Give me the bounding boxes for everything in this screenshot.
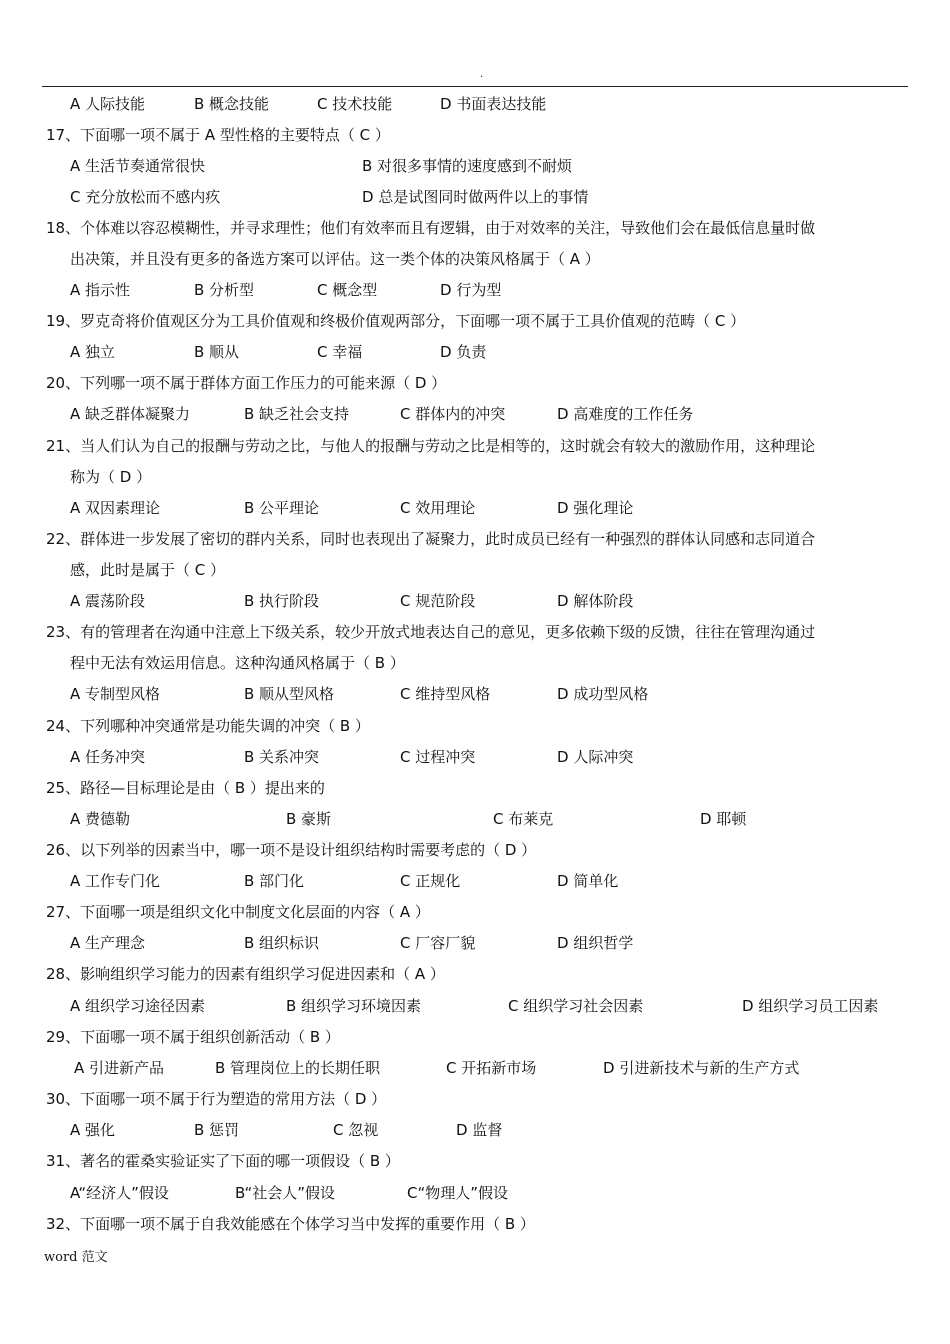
q19-stem: 19、罗克奇将价值观区分为工具价值观和终极价值观两部分，下面哪一项不属于工具价值观的范畴（ C ）	[46, 312, 746, 330]
q17-option-c: C 充分放松而不感内疚	[70, 188, 221, 206]
q24-option-a: A 任务冲突	[70, 748, 146, 766]
q25-option-a: A 费德勒	[70, 810, 131, 828]
q26-stem: 26、以下列举的因素当中，哪一项不是设计组织结构时需要考虑的（ D ）	[46, 841, 537, 859]
q31-option-a: A“经济人”假设	[70, 1184, 169, 1202]
q22-option-c: C 规范阶段	[400, 592, 476, 610]
q29-option-c: C 开拓新市场	[446, 1059, 537, 1077]
q26-option-d: D 简单化	[557, 872, 619, 890]
q16-option-c: C 技术技能	[317, 95, 393, 113]
q17-option-d: D 总是试图同时做两件以上的事情	[362, 188, 589, 206]
q22-option-b: B 执行阶段	[244, 592, 320, 610]
q26-option-b: B 部门化	[244, 872, 305, 890]
q25-option-c: C 布莱克	[493, 810, 554, 828]
q21-option-a: A 双因素理论	[70, 499, 161, 517]
q21-option-b: B 公平理论	[244, 499, 320, 517]
q23-option-b: B 顺从型风格	[244, 685, 335, 703]
q24-option-b: B 关系冲突	[244, 748, 320, 766]
q30-stem: 30、下面哪一项不属于行为塑造的常用方法（ D ）	[46, 1090, 387, 1108]
q30-option-c: C 忽视	[333, 1121, 379, 1139]
q28-option-d: D 组织学习员工因素	[742, 997, 879, 1015]
q27-stem: 27、下面哪一项是组织文化中制度文化层面的内容（ A ）	[46, 903, 430, 921]
q21-option-d: D 强化理论	[557, 499, 634, 517]
q22-stem-line2: 感，此时是属于（ C ）	[70, 561, 226, 579]
q29-option-b: B 管理岗位上的长期任职	[215, 1059, 381, 1077]
q27-option-c: C 厂容厂貌	[400, 934, 476, 952]
q18-stem-line2: 出决策，并且没有更多的备选方案可以评估。这一类个体的决策风格属于（ A ）	[70, 250, 600, 268]
q21-stem-line2: 称为（ D ）	[70, 468, 152, 486]
q25-option-b: B 豪斯	[286, 810, 332, 828]
q27-option-b: B 组织标识	[244, 934, 320, 952]
q32-stem: 32、下面哪一项不属于自我效能感在个体学习当中发挥的重要作用（ B ）	[46, 1215, 535, 1233]
q27-option-a: A 生产理念	[70, 934, 146, 952]
q21-stem-line1: 21、当人们认为自己的报酬与劳动之比，与他人的报酬与劳动之比是相等的，这时就会有较大的激励作用，这种理论	[46, 437, 816, 455]
q24-option-d: D 人际冲突	[557, 748, 634, 766]
q17-option-a: A 生活节奏通常很快	[70, 157, 206, 175]
q30-option-b: B 惩罚	[194, 1121, 240, 1139]
q31-stem: 31、著名的霍桑实验证实了下面的哪一项假设（ B ）	[46, 1152, 400, 1170]
q28-option-b: B 组织学习环境因素	[286, 997, 422, 1015]
q23-option-c: C 维持型风格	[400, 685, 491, 703]
q23-stem-line1: 23、有的管理者在沟通中注意上下级关系，较少开放式地表达自己的意见，更多依赖下级的反馈，往往在管理沟通过	[46, 623, 816, 641]
q28-option-a: A 组织学习途径因素	[70, 997, 206, 1015]
q28-stem: 28、影响组织学习能力的因素有组织学习促进因素和（ A ）	[46, 965, 445, 983]
q25-option-d: D 耶顿	[700, 810, 747, 828]
q23-option-d: D 成功型风格	[557, 685, 649, 703]
q19-option-d: D 负责	[440, 343, 487, 361]
q22-stem-line1: 22、群体进一步发展了密切的群内关系，同时也表现出了凝聚力，此时成员已经有一种强烈的群体认同感和志同道合	[46, 530, 816, 548]
q21-option-c: C 效用理论	[400, 499, 476, 517]
q27-option-d: D 组织哲学	[557, 934, 634, 952]
q23-stem-line2: 程中无法有效运用信息。这种沟通风格属于（ B ）	[70, 654, 405, 672]
q30-option-a: A 强化	[70, 1121, 116, 1139]
q19-option-a: A 独立	[70, 343, 116, 361]
q19-option-c: C 幸福	[317, 343, 363, 361]
q20-option-d: D 高难度的工作任务	[557, 405, 694, 423]
q22-option-a: A 震荡阶段	[70, 592, 146, 610]
q30-option-d: D 监督	[456, 1121, 503, 1139]
q17-stem: 17、下面哪一项不属于 A 型性格的主要特点（ C ）	[46, 126, 390, 144]
q18-option-a: A 指示性	[70, 281, 131, 299]
q22-option-d: D 解体阶段	[557, 592, 634, 610]
q24-option-c: C 过程冲突	[400, 748, 476, 766]
q18-option-b: B 分析型	[194, 281, 255, 299]
q29-option-d: D 引进新技术与新的生产方式	[603, 1059, 800, 1077]
q28-option-c: C 组织学习社会因素	[508, 997, 644, 1015]
q20-option-a: A 缺乏群体凝聚力	[70, 405, 191, 423]
q16-option-a: A 人际技能	[70, 95, 146, 113]
q29-option-a: A 引进新产品	[74, 1059, 165, 1077]
q26-option-c: C 正规化	[400, 872, 461, 890]
header-mark: .	[480, 69, 484, 80]
q20-option-b: B 缺乏社会支持	[244, 405, 350, 423]
q18-option-c: C 概念型	[317, 281, 378, 299]
footer-label: word 范文	[44, 1250, 108, 1265]
q20-option-c: C 群体内的冲突	[400, 405, 506, 423]
q26-option-a: A 工作专门化	[70, 872, 161, 890]
q23-option-a: A 专制型风格	[70, 685, 161, 703]
q20-stem: 20、下列哪一项不属于群体方面工作压力的可能来源（ D ）	[46, 374, 447, 392]
q31-option-c: C“物理人”假设	[407, 1184, 509, 1202]
q17-option-b: B 对很多事情的速度感到不耐烦	[362, 157, 573, 175]
q18-stem-line1: 18、个体难以容忍模糊性，并寻求理性；他们有效率而且有逻辑，由于对效率的关注，导致他们会在最低信息量时做	[46, 219, 816, 237]
q29-stem: 29、下面哪一项不属于组织创新活动（ B ）	[46, 1028, 340, 1046]
q25-stem: 25、路径—目标理论是由（ B ）提出来的	[46, 779, 325, 797]
q31-option-b: B“社会人”假设	[235, 1184, 336, 1202]
q19-option-b: B 顺从	[194, 343, 240, 361]
q16-option-d: D 书面表达技能	[440, 95, 547, 113]
q24-stem: 24、下列哪种冲突通常是功能失调的冲突（ B ）	[46, 717, 370, 735]
q16-option-b: B 概念技能	[194, 95, 270, 113]
q18-option-d: D 行为型	[440, 281, 502, 299]
header-rule	[42, 86, 908, 87]
